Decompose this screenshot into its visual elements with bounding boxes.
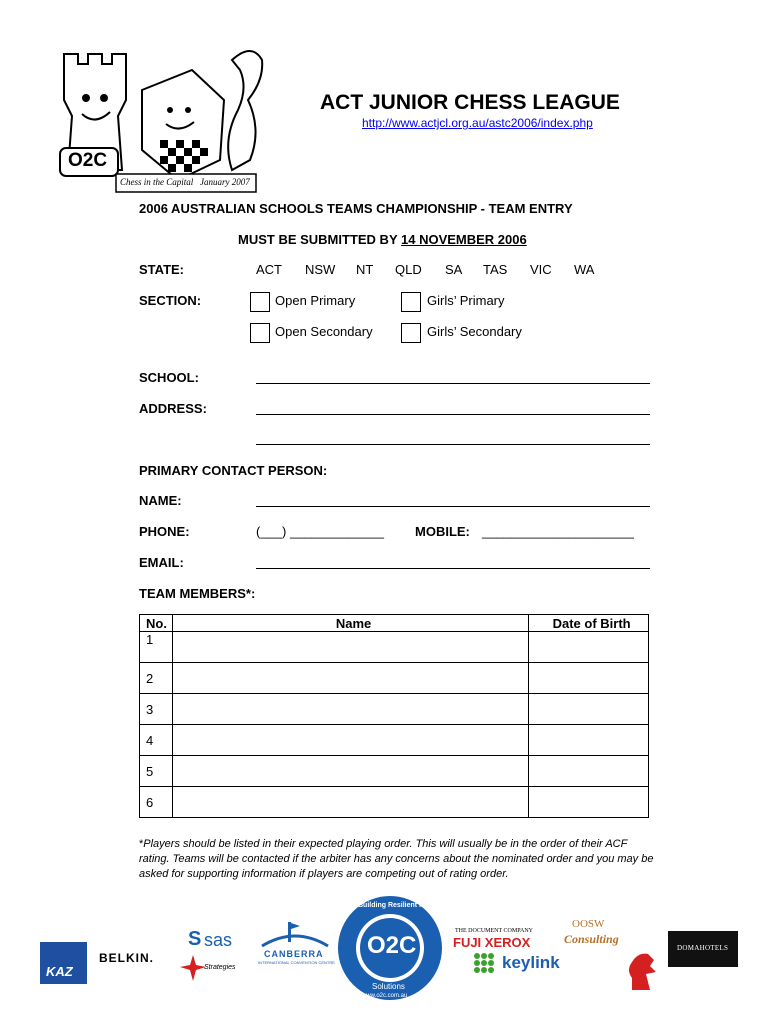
address-field-line-1[interactable] [256, 414, 650, 415]
player-name-cell[interactable] [172, 663, 528, 694]
school-field[interactable] [256, 383, 650, 384]
state-option-nsw[interactable]: NSW [305, 262, 336, 277]
state-option-nt[interactable]: NT [356, 262, 374, 277]
o2c-web-text: www.o2c.com.au [362, 993, 408, 999]
name-label: NAME: [139, 493, 182, 508]
o2c-solutions-logo [336, 894, 444, 1006]
team-members-table [139, 614, 649, 818]
table-header-row [140, 615, 649, 632]
col-header-dob: Date of Birth [529, 615, 649, 632]
player-name-cell[interactable] [172, 694, 528, 725]
email-field[interactable] [256, 568, 650, 569]
state-option-qld[interactable]: QLD [395, 262, 422, 277]
footnote-text: Players should be listed in their expected playing order. This will usually be in the order of their ACF rating. Teams will be contacted if the arbiter has any concerns about the nominated order and you may be asked for supporting information if players are competing out of rating order. [139, 838, 654, 880]
team-members-heading: TEAM MEMBERS*: [139, 586, 256, 601]
mobile-field[interactable]: _____________________ [482, 524, 634, 539]
logo-caption: Chess in the Capital January 2007 [120, 177, 250, 187]
table-row [140, 694, 649, 725]
girls-primary-label: Girls’ Primary [427, 293, 505, 308]
footnote-star: * [139, 838, 144, 850]
strategies-logo [178, 953, 244, 983]
phone-label: PHONE: [139, 524, 190, 539]
fuji-xerox-logo: FUJI XEROX [453, 935, 531, 950]
name-field[interactable] [256, 506, 650, 507]
kaz-logo-text: KAZ [46, 964, 73, 979]
form-heading: 2006 AUSTRALIAN SCHOOLS TEAMS CHAMPIONSHIP - TEAM ENTRY [139, 201, 573, 216]
o2c-mark-text: O2C [367, 932, 417, 959]
section-label: SECTION: [139, 293, 202, 308]
logo-o2c-text: O2C [68, 150, 108, 171]
o2c-tagline: Building Resilient People [358, 902, 443, 909]
phone-field[interactable]: (___) _____________ [256, 524, 384, 539]
row-number: 1 [140, 632, 173, 663]
girls-secondary-label: Girls’ Secondary [427, 324, 522, 339]
player-name-cell[interactable] [172, 756, 528, 787]
doma-hotels-logo-text: DOMAHOTELS [677, 944, 729, 952]
belkin-logo: BELKIN. [99, 951, 154, 965]
player-name-cell[interactable] [172, 787, 528, 818]
school-label: SCHOOL: [139, 370, 199, 385]
open-secondary-checkbox[interactable] [250, 323, 270, 343]
dob-cell[interactable] [529, 725, 649, 756]
canberra-logo-text: CANBERRA [264, 949, 324, 959]
player-name-cell[interactable] [172, 725, 528, 756]
dob-cell[interactable] [529, 694, 649, 725]
state-option-wa[interactable]: WA [574, 262, 595, 277]
open-primary-label: Open Primary [275, 293, 356, 308]
deadline [238, 232, 527, 247]
state-option-tas[interactable]: TAS [483, 262, 508, 277]
state-option-sa[interactable]: SA [445, 262, 463, 277]
dob-cell[interactable] [529, 756, 649, 787]
sas-swirl-icon: S [188, 928, 202, 950]
chess-league-logo [52, 40, 267, 200]
table-row [140, 756, 649, 787]
table-row [140, 725, 649, 756]
open-primary-checkbox[interactable] [250, 292, 270, 312]
mobile-label: MOBILE: [415, 524, 470, 539]
page-title: ACT JUNIOR CHESS LEAGUE [320, 91, 620, 114]
address-field-line-2[interactable] [256, 444, 650, 445]
state-option-vic[interactable]: VIC [530, 262, 552, 277]
dob-cell[interactable] [529, 632, 649, 663]
canberra-logo [258, 920, 333, 968]
o2c-solutions-text: Solutions [372, 982, 405, 991]
deadline-date: 14 NOVEMBER 2006 [401, 232, 527, 247]
table-row [140, 663, 649, 694]
col-header-name: Name [172, 615, 528, 632]
doma-hotels-logo [668, 931, 738, 967]
player-name-cell[interactable] [172, 632, 528, 663]
email-label: EMAIL: [139, 555, 184, 570]
kaz-logo [40, 942, 87, 984]
girls-secondary-checkbox[interactable] [401, 323, 421, 343]
state-label: STATE: [139, 262, 185, 277]
consulting-logo-text: Consulting [564, 932, 619, 946]
col-header-no: No. [140, 615, 173, 632]
row-number: 5 [140, 756, 173, 787]
sas-logo-text: sas [204, 930, 233, 950]
keylink-logo-text: keylink [502, 953, 560, 972]
footnote [139, 837, 659, 882]
table-row [140, 632, 649, 663]
state-option-act[interactable]: ACT [256, 262, 282, 277]
strategies-logo-text: Strategies [204, 964, 236, 971]
dob-cell[interactable] [529, 787, 649, 818]
open-secondary-label: Open Secondary [275, 324, 373, 339]
oosw-consulting-logo [562, 918, 632, 954]
row-number: 3 [140, 694, 173, 725]
keylink-logo [472, 951, 572, 977]
league-url-link[interactable]: http://www.actjcl.org.au/astc2006/index.php [362, 116, 593, 130]
deadline-prefix: MUST BE SUBMITTED BY [238, 232, 401, 247]
row-number: 6 [140, 787, 173, 818]
dob-cell[interactable] [529, 663, 649, 694]
table-row [140, 787, 649, 818]
address-label: ADDRESS: [139, 401, 207, 416]
row-number: 4 [140, 725, 173, 756]
canberra-logo-subtext: INTERNATIONAL CONVENTION CENTRE [258, 960, 335, 965]
knight-logo [624, 950, 658, 997]
contact-heading: PRIMARY CONTACT PERSON: [139, 463, 328, 478]
document-company-text: THE DOCUMENT COMPANY [455, 928, 534, 934]
oosw-logo-text: OOSW [572, 918, 605, 930]
row-number: 2 [140, 663, 173, 694]
girls-primary-checkbox[interactable] [401, 292, 421, 312]
